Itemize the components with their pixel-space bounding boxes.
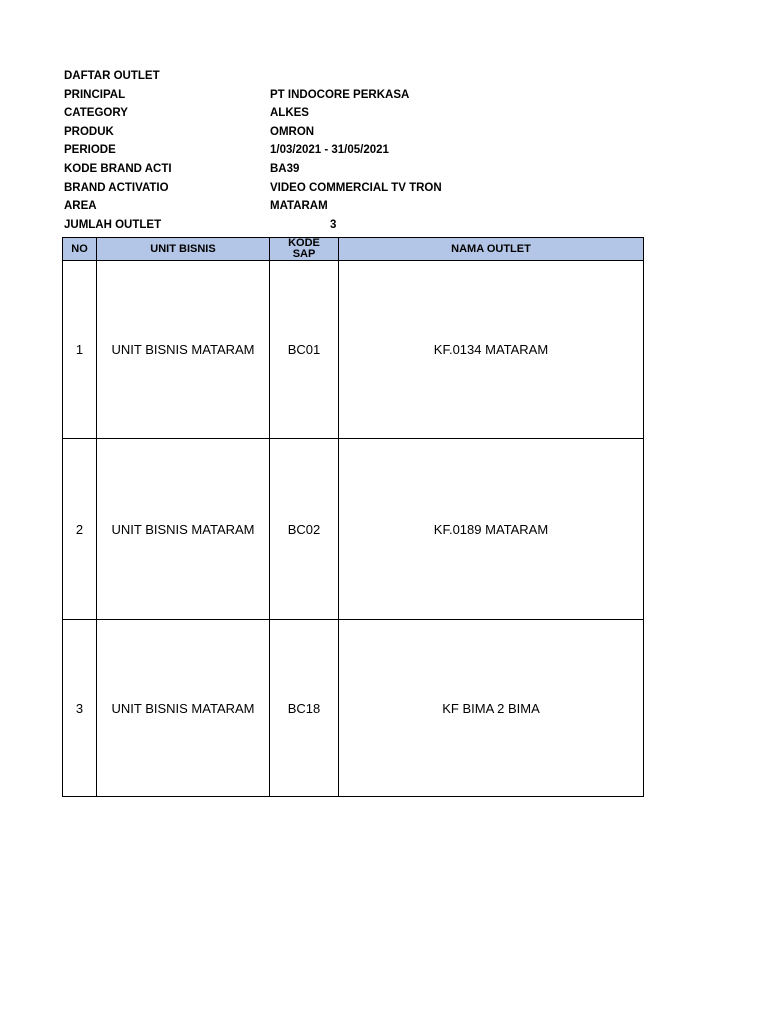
cell-kode-sap: BC02	[270, 439, 339, 620]
header-row-category	[64, 104, 664, 123]
cell-no: 3	[63, 620, 97, 797]
produk-label: PRODUK	[64, 125, 114, 138]
outlet-table	[62, 237, 644, 797]
brand-activation-value: VIDEO COMMERCIAL TV TRON	[270, 181, 442, 194]
kode-brand-value: BA39	[270, 162, 300, 175]
column-header-nama-outlet: NAMA OUTLET	[339, 238, 644, 261]
column-header-kode-sap-line1: KODE	[288, 237, 320, 249]
produk-value: OMRON	[270, 125, 315, 138]
periode-label: PERIODE	[64, 144, 116, 157]
category-value: ALKES	[270, 107, 309, 120]
header-row-principal	[64, 86, 664, 105]
principal-label: PRINCIPAL	[64, 88, 126, 101]
header-row-periode	[64, 141, 664, 160]
cell-nama-outlet: KF.0134 MATARAM	[339, 261, 644, 439]
area-value: MATARAM	[270, 200, 328, 213]
jumlah-outlet-value: 3	[330, 218, 337, 231]
periode-value: 1/03/2021 - 31/05/2021	[270, 144, 389, 157]
header-row-area	[64, 197, 664, 216]
header-row-kode-brand	[64, 160, 664, 179]
table-row	[63, 261, 644, 439]
header-row-title	[64, 67, 664, 86]
column-header-unit-bisnis: UNIT BISNIS	[97, 238, 270, 261]
document-title: DAFTAR OUTLET	[64, 70, 160, 82]
jumlah-outlet-label: JUMLAH OUTLET	[64, 218, 162, 231]
cell-kode-sap: BC18	[270, 620, 339, 797]
cell-unit-bisnis: UNIT BISNIS MATARAM	[97, 620, 270, 797]
header-row-brand-activation	[64, 179, 664, 198]
table-header-row	[63, 238, 644, 261]
column-header-kode-sap	[270, 238, 339, 261]
cell-nama-outlet: KF BIMA 2 BIMA	[339, 620, 644, 797]
table-row	[63, 620, 644, 797]
table-row	[63, 439, 644, 620]
brand-activation-label: BRAND ACTIVATIO	[64, 181, 169, 194]
cell-nama-outlet: KF.0189 MATARAM	[339, 439, 644, 620]
header-row-jumlah-outlet	[64, 216, 664, 235]
header-row-produk	[64, 123, 664, 142]
document-header	[64, 67, 664, 234]
cell-unit-bisnis: UNIT BISNIS MATARAM	[97, 439, 270, 620]
principal-value: PT INDOCORE PERKASA	[270, 88, 410, 101]
area-label: AREA	[64, 200, 97, 213]
column-header-no: NO	[63, 238, 97, 261]
cell-unit-bisnis: UNIT BISNIS MATARAM	[97, 261, 270, 439]
column-header-kode-sap-line2: SAP	[292, 248, 316, 260]
cell-no: 2	[63, 439, 97, 620]
cell-no: 1	[63, 261, 97, 439]
cell-kode-sap: BC01	[270, 261, 339, 439]
kode-brand-label: KODE BRAND ACTI	[64, 162, 172, 175]
category-label: CATEGORY	[64, 107, 128, 120]
